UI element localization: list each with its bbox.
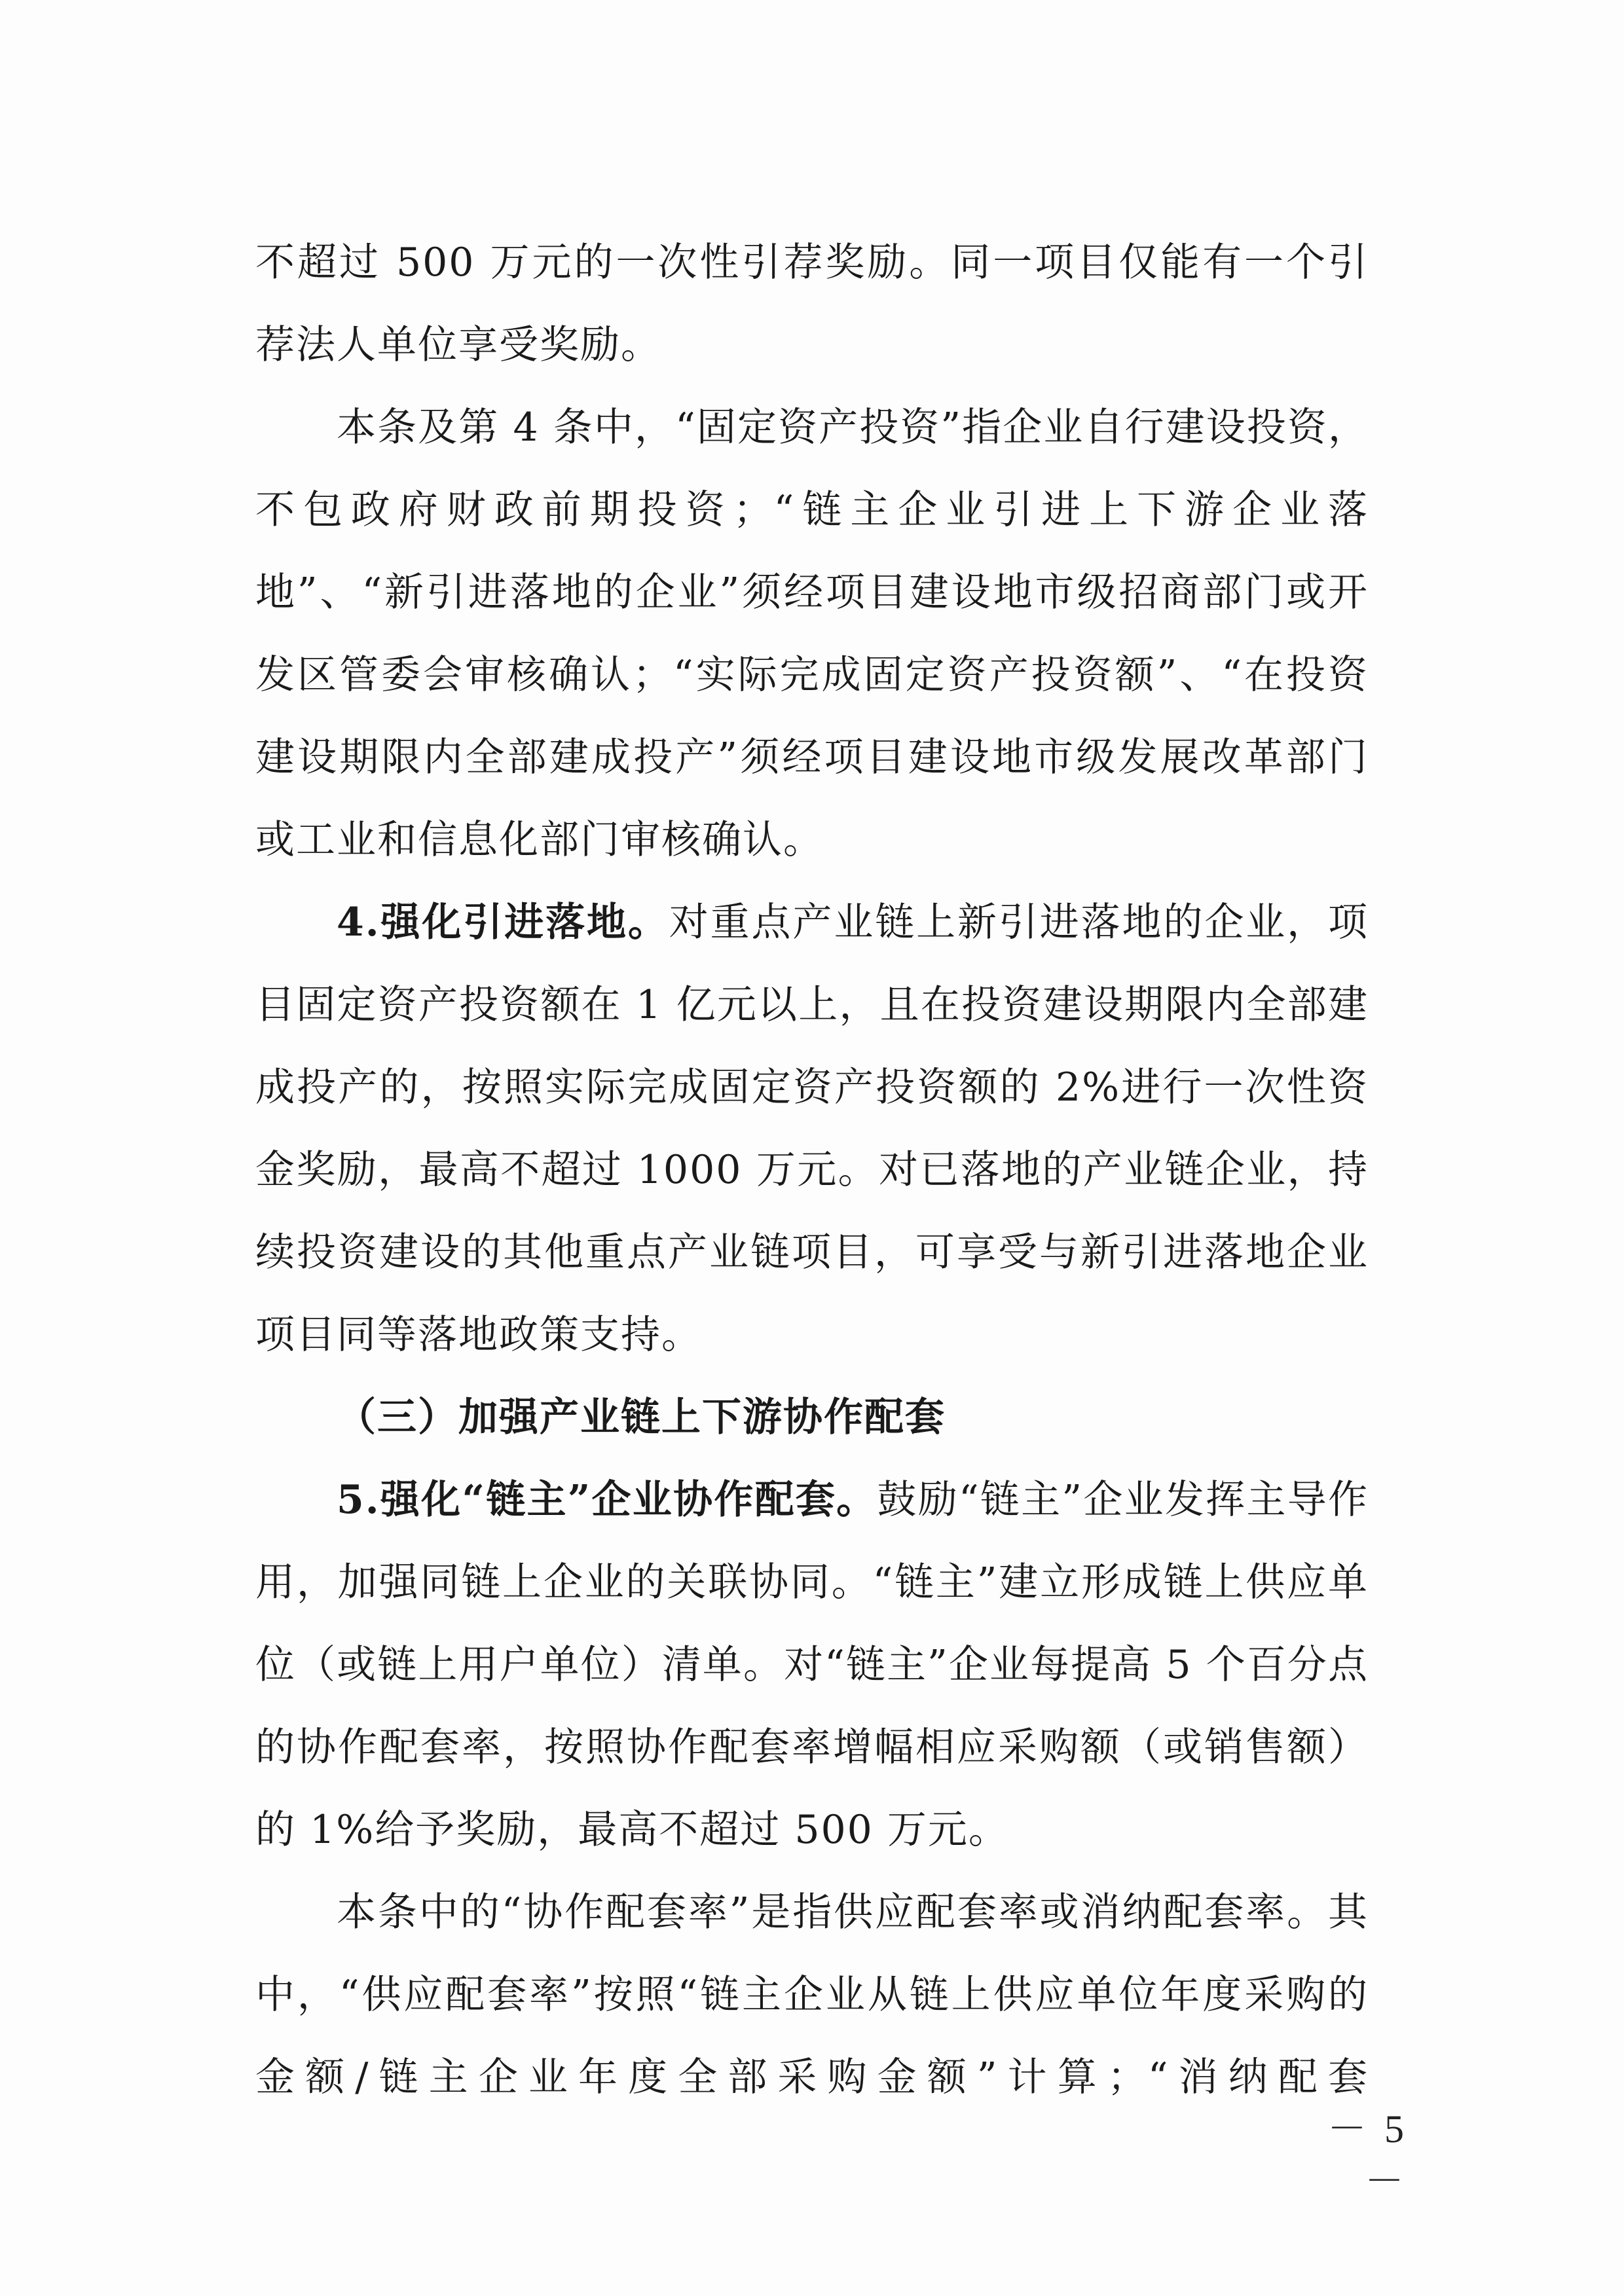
section-heading-text: （三）加强产业链上下游协作配套 (337, 1394, 946, 1440)
paragraph-2-text: 本条及第 4 条中，“固定资产投资”指企业自行建设投资，不包政府财政前期投资；“链主企业引进上下游企业落地”、“新引进落地的企业”须经项目建设地市级招商部门或开发区管委会审核确认；“实际完成固定资产投资额”、“在投资建设期限内全部建成投产”须经项目建设地市级发展改革部门或工业和信息化部门审核确认。 (255, 405, 1369, 863)
paragraph-2 (255, 386, 1369, 881)
paragraph-1 (255, 221, 1369, 386)
page-number: － 5 － (1327, 2107, 1408, 2203)
paragraph-5 (255, 1871, 1369, 2119)
document-body (255, 221, 1369, 2119)
paragraph-1-text: 不超过 500 万元的一次性引荐奖励。同一项目仅能有一个引荐法人单位享受奖励。 (255, 240, 1369, 368)
paragraph-4 (255, 1459, 1369, 1871)
paragraph-3-text: 对重点产业链上新引进落地的企业，项目固定资产投资额在 1 亿元以上，且在投资建设期限内全部建成投产的，按照实际完成固定资产投资额的 2%进行一次性资金奖励，最高不超过 1000 万元。对已落地的产业链企业，持续投资建设的其他重点产业链项目，可享受与新引进落地企业项目同等落地政策支持。 (255, 900, 1369, 1358)
section-heading-3 (255, 1376, 1369, 1459)
paragraph-4-lead: 5.强化“链主”企业协作配套。 (337, 1477, 877, 1523)
paragraph-3-lead: 4.强化引进落地。 (337, 900, 669, 945)
paragraph-5-text: 本条中的“协作配套率”是指供应配套率或消纳配套率。其中，“供应配套率”按照“链主企业从链上供应单位年度采购的金额/链主企业年度全部采购金额”计算；“消纳配套 (255, 1889, 1369, 2100)
paragraph-4-text: 鼓励“链主”企业发挥主导作用，加强同链上企业的关联协同。“链主”建立形成链上供应单位（或链上用户单位）清单。对“链主”企业每提高 5 个百分点的协作配套率，按照协作配套率增幅相应采购额（或销售额）的 1%给予奖励，最高不超过 500 万元。 (255, 1477, 1369, 1853)
paragraph-3 (255, 881, 1369, 1376)
